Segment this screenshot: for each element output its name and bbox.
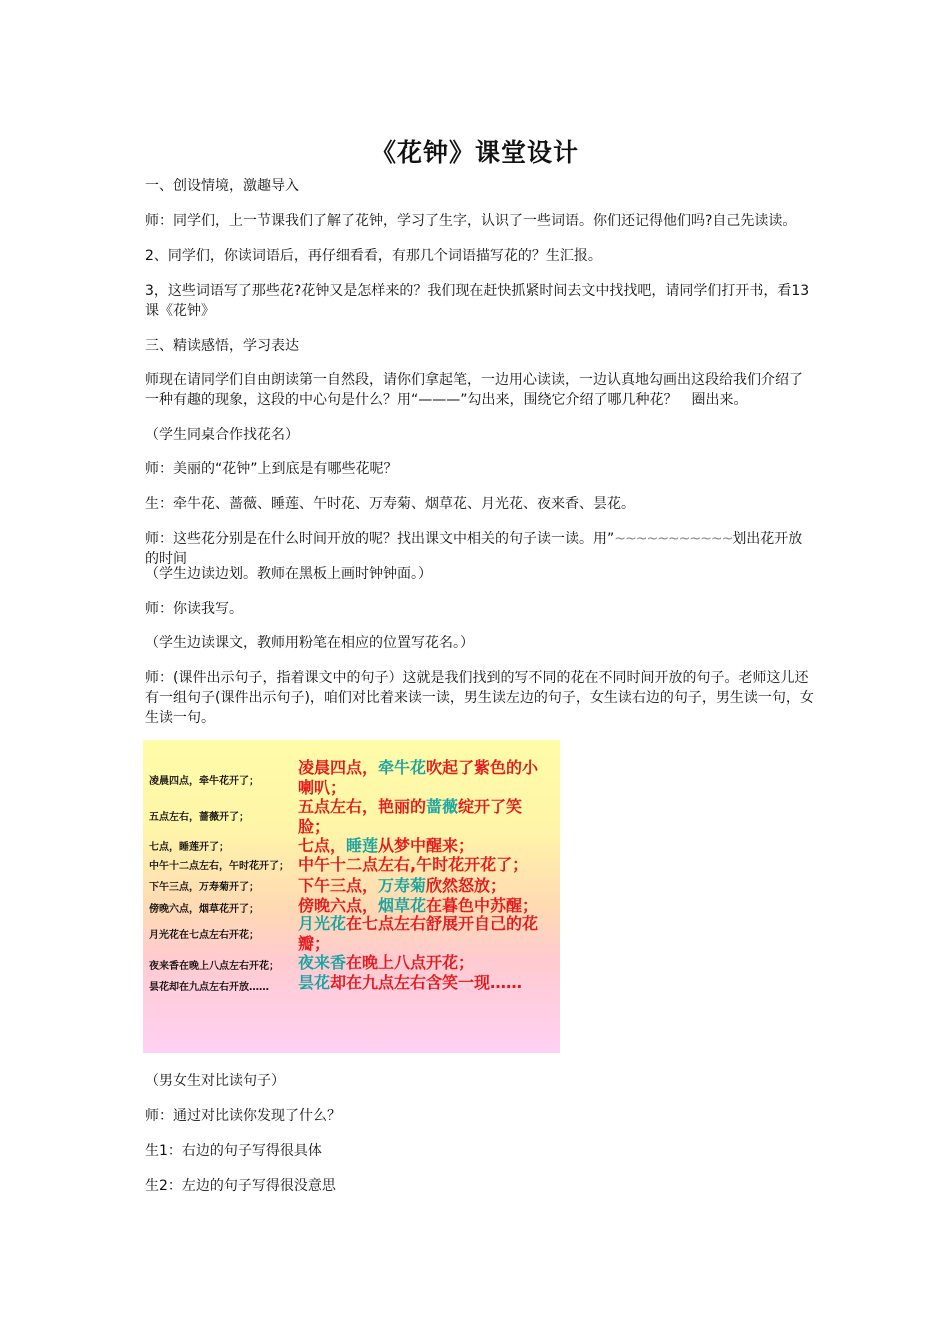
page-title: 《花钟》课堂设计 — [370, 138, 579, 167]
flower-name: 万寿菊 — [378, 876, 427, 895]
left-sentence: 中午十二点左右，午时花开了； — [149, 861, 289, 872]
right-sentence — [298, 953, 553, 973]
paragraph-12: 师：(课件出示句子，指着课文中的句子）这就是我们找到的写不同的花在不同时间开放的句子。老师这儿还有一组句子(课件出示句子)，咱们对比着来读一读，男生读左边的句子，女生读右边的句子，男生读一句，女生读一句。 — [145, 670, 814, 726]
left-sentence: 月光花在七点左右开花； — [149, 930, 259, 941]
paragraph-13: （男女生对比读句子） — [145, 1073, 285, 1089]
left-sentence: 傍晚六点，烟草花开了； — [149, 904, 259, 915]
paragraph-7: 生：牵牛花、蔷薇、睡莲、午时花、万寿菊、烟草花、月光花、夜来香、昙花。 — [145, 496, 635, 512]
right-sentence — [298, 758, 553, 798]
right-sentence-text: 欣然怒放； — [426, 876, 507, 895]
paragraph-14: 师：通过对比读你发现了什么？ — [145, 1108, 341, 1124]
paragraph-3: 3，这些词语写了那些花?花钟又是怎样来的？我们现在赶快抓紧时间去文中找找吧，请同学们打开书，看13课《花钟》 — [145, 283, 810, 319]
left-sentence: 五点左右，蔷薇开了； — [149, 812, 249, 823]
right-sentence-text: 傍晚六点， — [298, 896, 379, 915]
sentence-comparison-box — [143, 740, 560, 1053]
right-sentence — [298, 973, 553, 993]
right-sentence-text: 却在九点左右含笑一现…… — [330, 973, 523, 992]
section-heading-1: 一、创设情境，激趣导入 — [145, 178, 299, 194]
left-sentence: 夜来香在晚上八点左右开花； — [149, 961, 279, 972]
paragraph-16: 生2：左边的句子写得很没意思 — [145, 1178, 336, 1194]
right-sentence-text: 在晚上八点开花； — [346, 953, 475, 972]
flower-name: 夜来香 — [298, 953, 347, 972]
right-sentence — [298, 855, 553, 875]
right-sentence-text: 中午十二点左右,午时花开花了； — [298, 855, 529, 874]
paragraph-15: 生1：右边的句子写得很具体 — [145, 1143, 322, 1159]
paragraph-8 — [145, 529, 815, 569]
flower-name: 睡莲 — [346, 836, 379, 855]
section-heading-3: 三、精读感悟，学习表达 — [145, 338, 299, 354]
right-sentence — [298, 896, 553, 916]
left-sentence: 七点，睡莲开了； — [149, 842, 229, 853]
right-sentence-text: 在七点左右舒展开自己的花瓣； — [298, 914, 539, 953]
right-sentence — [298, 876, 553, 896]
paragraph-11: （学生边读课文，教师用粉笔在相应的位置写花名。） — [145, 635, 474, 651]
wavy-underline-mark: ~~~~~~~~~~~ — [614, 531, 733, 547]
paragraph-6: 师：美丽的“花钟”上到底是有哪些花呢？ — [145, 461, 398, 477]
flower-name: 蔷薇 — [426, 797, 459, 816]
paragraph-8-text-a: 师：这些花分别是在什么时间开放的呢？找出课文中相关的句子读一读。用” — [145, 531, 615, 547]
right-sentence-text: 凌晨四点， — [298, 758, 379, 777]
flower-name: 月光花 — [298, 914, 347, 933]
right-sentence-text: 从梦中醒来； — [378, 836, 475, 855]
right-sentence-text: 五点左右，艳丽的 — [298, 797, 427, 816]
paragraph-teacher-intro: 师：同学们，上一节课我们了解了花钟，学习了生字，认识了一些词语。你们还记得他们吗?自己先读读。 — [145, 213, 797, 229]
right-sentence — [298, 797, 553, 837]
paragraph-9: （学生边读边划。教师在黑板上画时钟钟面。） — [145, 566, 432, 582]
flower-name: 烟草花 — [378, 896, 427, 915]
left-sentence: 凌晨四点，牵牛花开了； — [149, 776, 259, 787]
flower-name: 牵牛花 — [378, 758, 427, 777]
right-sentence-text: 下午三点， — [298, 876, 379, 895]
flower-name: 昙花 — [298, 973, 331, 992]
paragraph-8-text-b: 划出花开放的时间 — [145, 531, 803, 567]
right-sentence-text: 绽开了笑脸； — [298, 797, 523, 836]
left-sentence: 下午三点，万寿菊开了； — [149, 882, 259, 893]
paragraph-4: 师现在请同学们自由朗读第一自然段，请你们拿起笔，一边用心读读，一边认真地勾画出这段给我们介绍了一种有趣的现象，这段的中心句是什么？用“———”勾出来，围绕它介绍了哪几种花？ 圈出来。 — [145, 372, 803, 408]
right-sentence — [298, 836, 553, 856]
paragraph-2: 2、同学们，你读词语后，再仔细看看，有那几个词语描写花的？生汇报。 — [145, 248, 602, 264]
right-sentence — [298, 914, 553, 954]
right-sentence-text: 吹起了紫色的小喇叭； — [298, 758, 539, 797]
paragraph-10: 师：你读我写。 — [145, 601, 243, 617]
paragraph-5: （学生同桌合作找花名） — [145, 427, 299, 443]
right-sentence-text: 七点， — [298, 836, 347, 855]
left-sentence: 昙花却在九点左右开放…… — [149, 982, 269, 993]
right-sentence-text: 在暮色中苏醒； — [426, 896, 539, 915]
